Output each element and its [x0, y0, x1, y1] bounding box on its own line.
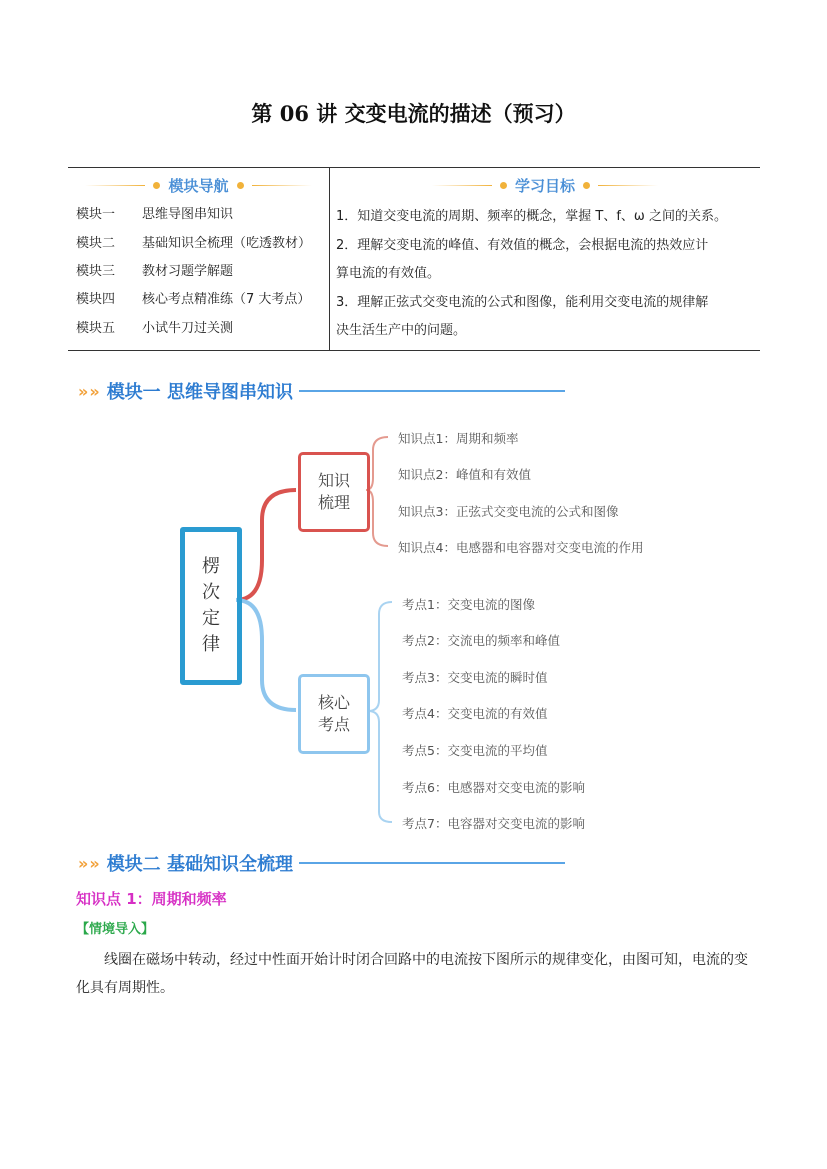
exam-leaf: 考点5：交变电流的平均值: [402, 743, 548, 758]
double-chevron-icon: »: [89, 853, 96, 873]
mindmap-branch-exam: 核心 考点: [298, 674, 370, 754]
goals-text: 1．知道交变电流的周期、频率的概念，掌握 T、f、ω 之间的关系。 2．理解交变电流的峰值、有效值的概念，会根据电流的热效应计 算电流的有效值。 3．理解正弦式交变电流的公式和图像，能利用交变电流的规律解 决生活生产中的问题。: [336, 209, 727, 338]
mindmap-root: 楞 次 定 律: [180, 527, 242, 685]
nav-item-4[interactable]: 模块四 核心考点精准练（7 大考点）: [76, 292, 311, 307]
exam-leaf: 考点2：交流电的频率和峰值: [402, 633, 560, 648]
nav-item-5[interactable]: 模块五 小试牛刀过关测: [76, 321, 234, 336]
double-chevron-icon: »: [78, 853, 85, 873]
knowledge-leaf: 知识点1：周期和频率: [398, 431, 519, 446]
intro-label: 【情境导入】: [76, 922, 155, 937]
knowledge-leaf: 知识点4：电感器和电容器对交变电流的作用: [398, 540, 644, 555]
exam-leaf: 考点3：交变电流的瞬时值: [402, 670, 548, 685]
knowledge-leaf: 知识点2：峰值和有效值: [398, 467, 531, 482]
section2-header: [78, 851, 565, 875]
page-title: 第 06 讲 交变电流的描述（预习）: [251, 101, 576, 126]
nav-header-label: 模块导航: [168, 176, 229, 195]
knowledge-point-heading: 知识点 1：周期和频率: [76, 890, 227, 908]
mindmap-branch-knowledge: 知识 梳理: [298, 452, 370, 532]
nav-item-3[interactable]: 模块三 教材习题学解题: [76, 264, 234, 279]
exam-leaf: 考点6：电感器对交变电流的影响: [402, 780, 585, 795]
section1-title: 模块一 思维导图串知识: [106, 382, 293, 403]
exam-leaf: 考点4：交变电流的有效值: [402, 706, 548, 721]
knowledge-leaf: 知识点3：正弦式交变电流的公式和图像: [398, 504, 619, 519]
nav-item-1[interactable]: 模块一 思维导图串知识: [76, 207, 234, 222]
section2-title: 模块二 基础知识全梳理: [106, 854, 293, 875]
exam-leaf: 考点1：交变电流的图像: [402, 597, 535, 612]
double-chevron-icon: »: [78, 381, 85, 401]
intro-paragraph: 线圈在磁场中转动，经过中性面开始计时闭合回路中的电流按下图所示的规律变化，由图可知，电流的变化具有周期性。: [76, 952, 748, 996]
goals-header-label: 学习目标: [514, 176, 575, 195]
nav-item-2[interactable]: 模块二 基础知识全梳理（吃透教材）: [76, 236, 312, 251]
double-chevron-icon: »: [89, 381, 96, 401]
exam-leaf: 考点7：电容器对交变电流的影响: [402, 816, 585, 831]
